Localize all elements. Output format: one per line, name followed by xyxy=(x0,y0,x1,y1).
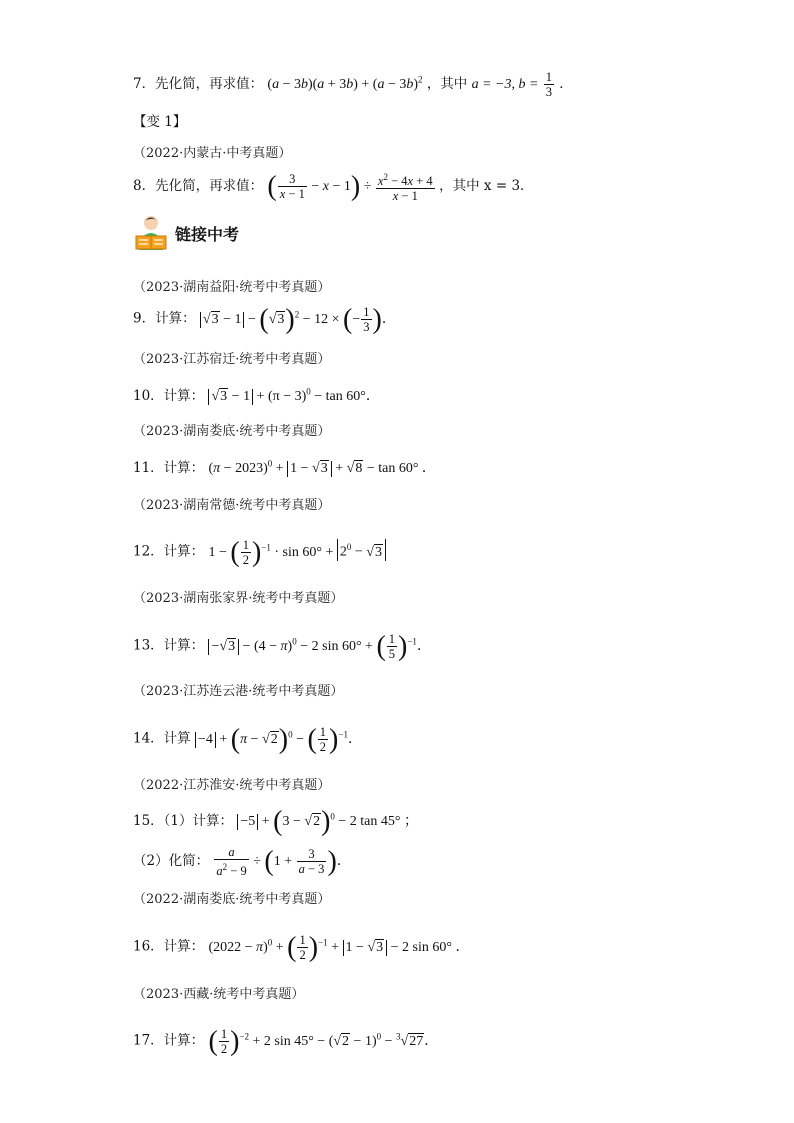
section-heading xyxy=(133,214,239,252)
source-13: （2023·湖南张家界·统考中考真题） xyxy=(133,591,344,606)
problem-15b: （2）化简： $\frac{a}{a^2 - 9}$ ÷ (1 + $\frac{3}{a - 3}$ )． xyxy=(133,845,351,879)
section-heading-title: 链接中考 xyxy=(175,224,240,244)
problem-13: 13．计算： $-√3 - (4 - \pi)^0 - 2$ sin 60° + ( $\frac{1}{5}$ )$^{-1}$． xyxy=(133,630,431,662)
problem-14-expression: $-4 + (\pi - √2)^0$ − ( $\frac{1}{2}$ )$^{-1}$． xyxy=(195,732,362,747)
problem-7: 7．先化简，再求值： $(a - 3b)(a + 3b) + (a - 3b)^2$ ，其中 a = −3, b = $\frac{1}{3}$ ． xyxy=(133,70,573,99)
problem-10-expression: $√3 - 1 + (\pi - 3)^0 - \tan 60^\circ$． xyxy=(208,389,379,404)
problem-9-expression: $√3 - 1 - (√3)^2 - 12$ × (− $\frac{1}{3}$ )． xyxy=(200,312,396,327)
problem-10: 10．计算： $√3 - 1 + (\pi - 3)^0 - \tan 60^\circ$． xyxy=(133,386,380,404)
source-9: （2023·湖南益阳·统考中考真题） xyxy=(133,280,331,295)
problem-16: 16．计算： $(2022 - \pi)^0$ + ( $\frac{1}{2}$ )$^{-1}$ + 1 − √3 − 2 sin 60° ． xyxy=(133,931,470,963)
problem-15a-expression: $-5 + (3 - √2)^0 - 2$ tan 45° ； xyxy=(237,814,418,829)
source-15: （2022·江苏淮安·统考中考真题） xyxy=(133,778,331,793)
source-11: （2023·湖南娄底·统考中考真题） xyxy=(133,424,331,439)
problem-17-expression: ( $\frac{1}{2}$ )$^{-2}$ + 2 $\sin 45^\circ - (√2 - 1)^0 - ^3√27$． xyxy=(208,1025,439,1057)
problem-8: 8．先化简，再求值： ( $\frac{3}{x - 1}$ − x − 1) ÷ $\frac{x^2 - 4x + 4}{x - 1}$ ，其中 x = 3． xyxy=(133,170,534,204)
source-17: （2023·西藏·统考中考真题） xyxy=(133,987,305,1002)
problem-12-expression: 1 − ( $\frac{1}{2}$ )$^{-1} \cdot \sin 60^\circ + 2^0 - √3$ xyxy=(208,545,385,560)
problem-13-expression: $-√3 - (4 - \pi)^0 - 2$ sin 60° + ( $\frac{1}{5}$ )$^{-1}$． xyxy=(208,639,430,654)
problem-11: 11．计算： $(\pi - 2023)^0 + 1 - √3 + √8 - \tan 60^\circ$ ． xyxy=(133,458,436,476)
problem-17: 17．计算： ( $\frac{1}{2}$ )$^{-2}$ + 2 $\sin 45^\circ - (√2 - 1)^0 - ^3√27$． xyxy=(133,1025,439,1057)
problem-9: 9．计算： $√3 - 1 - (√3)^2 - 12$ × (− $\frac{1}{3}$ )． xyxy=(133,303,396,335)
problem-15a: 15．（1）计算： $-5 + (3 - √2)^0 - 2$ tan 45° ； xyxy=(133,806,418,837)
problem-11-expression: $(\pi - 2023)^0 + 1 - √3 + √8 - \tan 60^\circ$ ． xyxy=(208,458,436,476)
source-12: （2023·湖南常德·统考中考真题） xyxy=(133,498,331,513)
problem-8-expression: ( $\frac{3}{x - 1}$ − x − 1) ÷ $\frac{x^2 - 4x + 4}{x - 1}$ xyxy=(267,170,433,204)
source-14: （2023·江苏连云港·统考中考真题） xyxy=(133,684,344,699)
problem-12: 12．计算： 1 − ( $\frac{1}{2}$ )$^{-1} \cdot \sin 60^\circ + 2^0 - √3$ xyxy=(133,538,386,567)
source-16: （2022·湖南娄底·统考中考真题） xyxy=(133,892,331,907)
problem-7-expression: $(a - 3b)(a + 3b) + (a - 3b)^2$ xyxy=(267,74,423,92)
source-8: （2022·内蒙古·中考真题） xyxy=(133,146,292,161)
problem-14: 14．计算 $-4 + (\pi - √2)^0$ − ( $\frac{1}{2}$ )$^{-1}$． xyxy=(133,723,362,755)
source-10: （2023·江苏宿迁·统考中考真题） xyxy=(133,352,331,367)
problem-16-expression: $(2022 - \pi)^0$ + ( $\frac{1}{2}$ )$^{-1}$ + 1 − √3 − 2 sin 60° ． xyxy=(208,931,470,963)
problem-15b-expression: $\frac{a}{a^2 - 9}$ ÷ (1 + $\frac{3}{a - 3}$ )． xyxy=(216,845,351,879)
student-reading-book-icon xyxy=(133,214,169,252)
variant-label: 【变 1】 xyxy=(133,114,187,130)
fraction-one-third: $\frac{1}{3}$ xyxy=(545,70,552,99)
